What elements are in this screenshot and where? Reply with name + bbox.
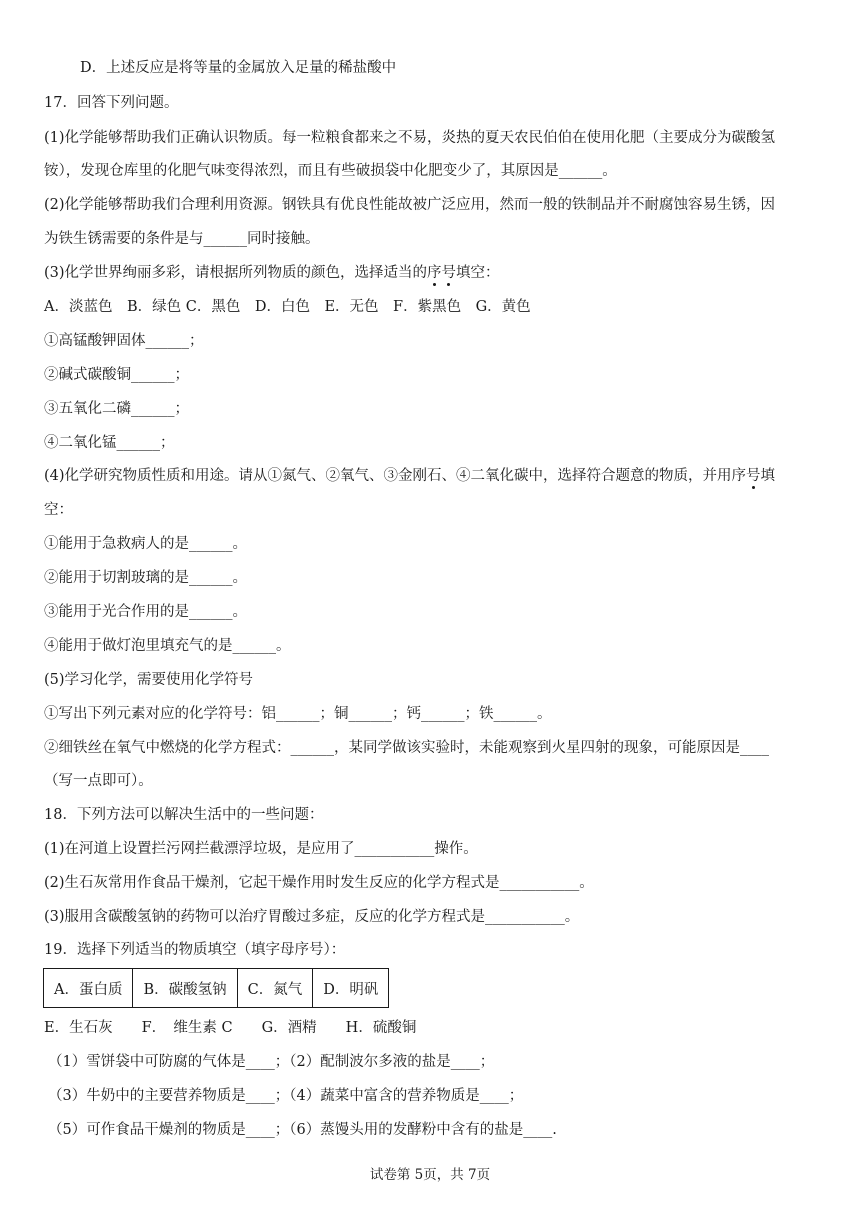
- q19-options-row2: E．生石灰 F． 维生素 C G．酒精 H．硫酸铜: [44, 1020, 417, 1036]
- q17-part1-line1: (1)化学能够帮助我们正确认识物质。每一粒粮食都来之不易，炎热的夏天农民伯伯在使用化肥（主要成分为碳酸氢: [44, 130, 776, 146]
- q17-part4-prompt-tail: 填: [760, 468, 776, 484]
- q19-heading: 19．选择下列适当的物质填空（填字母序号）：: [44, 942, 346, 958]
- q19-row3: （5）可作食品干燥剂的物质是____；（6）蒸馒头用的发酵粉中含有的盐是____.: [48, 1122, 557, 1138]
- q18-part3: (3)服用含碳酸氢钠的药物可以治疗胃酸过多症，反应的化学方程式是___________。: [44, 909, 580, 925]
- q19-option-cell: A．蛋白质: [44, 969, 133, 1008]
- q17-part5-item1: ①写出下列元素对应的化学符号：铝______；铜______；钙______；铁______。: [44, 706, 552, 722]
- q17-heading: 17．回答下列问题。: [44, 95, 179, 111]
- q19-options-table: [43, 968, 389, 1008]
- q17-part5-item2-line2: （写一点即可）。: [44, 773, 153, 789]
- q17-part5-heading: (5)学习化学，需要使用化学符号: [44, 672, 254, 688]
- q17-part4-item4: ④能用于做灯泡里填充气的是______。: [44, 638, 291, 654]
- q19-row1: （1）雪饼袋中可防腐的气体是____；（2）配制波尔多液的盐是____；: [48, 1054, 495, 1070]
- q17-part1-line2: 铵），发现仓库里的化肥气味变得浓烈，而且有些破损袋中化肥变少了，其原因是______。: [44, 163, 617, 179]
- q17-part5-item2-line1: ②细铁丝在氧气中燃烧的化学方程式：______，某同学做该实验时，未能观察到火星四射的现象，可能原因是____: [44, 740, 769, 756]
- q18-heading: 18．下列方法可以解决生活中的一些问题：: [44, 807, 324, 823]
- q17-part3-prompt-text: (3)化学世界绚丽多彩，请根据所列物质的颜色，选择适当的: [44, 265, 428, 281]
- q16-option-d: D．上述反应是将等量的金属放入足量的稀盐酸中: [80, 60, 397, 76]
- q17-part3-item2: ②碱式碳酸铜______；: [44, 367, 189, 383]
- q17-part4-line1: [44, 466, 816, 486]
- q17-part2-line2: 为铁生锈需要的条件是与______同时接触。: [44, 231, 320, 247]
- emphasis-char: 序: [427, 265, 442, 281]
- q17-part3-prompt-tail: 填空：: [456, 265, 500, 281]
- page-footer: 试卷第 5页，共 7页: [369, 1167, 491, 1183]
- q17-part4-item1: ①能用于急救病人的是______。: [44, 536, 247, 552]
- q19-row2: （3）牛奶中的主要营养物质是____；（4）蔬菜中富含的营养物质是____；: [48, 1088, 524, 1104]
- q17-part3-item1: ①高锰酸钾固体______；: [44, 333, 204, 349]
- q17-part3-item4: ④二氧化锰______；: [44, 435, 175, 451]
- q17-part3-prompt: [44, 263, 816, 283]
- emphasis-char: 号: [441, 265, 457, 281]
- q17-part2-line1: (2)化学能够帮助我们合理利用资源。钢铁具有优良性能故被广泛应用，然而一般的铁制品并不耐腐蚀容易生锈，因: [44, 197, 776, 213]
- q19-option-cell: C．氮气: [237, 969, 313, 1008]
- q18-part1: (1)在河道上设置拦污网拦截漂浮垃圾，是应用了___________操作。: [44, 841, 478, 857]
- q17-part4-item2: ②能用于切割玻璃的是______。: [44, 570, 247, 586]
- q17-part4-item3: ③能用于光合作用的是______。: [44, 604, 247, 620]
- emphasis-char: 号: [746, 468, 761, 484]
- q19-option-cell: D．明矾: [313, 969, 389, 1008]
- q17-part4-prompt-text: (4)化学研究物质性质和用途。请从①氮气、②氧气、③金刚石、④二氧化碳中，选择符合题意的物质，并用序: [44, 468, 747, 484]
- q17-part4-line2: 空：: [44, 502, 73, 518]
- q17-part3-item3: ③五氧化二磷______；: [44, 401, 189, 417]
- q17-part3-options: A．淡蓝色 B．绿色 C．黑色 D．白色 E．无色 F．紫黑色 G．黄色: [44, 299, 531, 315]
- q19-option-cell: B．碳酸氢钠: [133, 969, 237, 1008]
- q18-part2: (2)生石灰常用作食品干燥剂，它起干燥作用时发生反应的化学方程式是___________。: [44, 875, 594, 891]
